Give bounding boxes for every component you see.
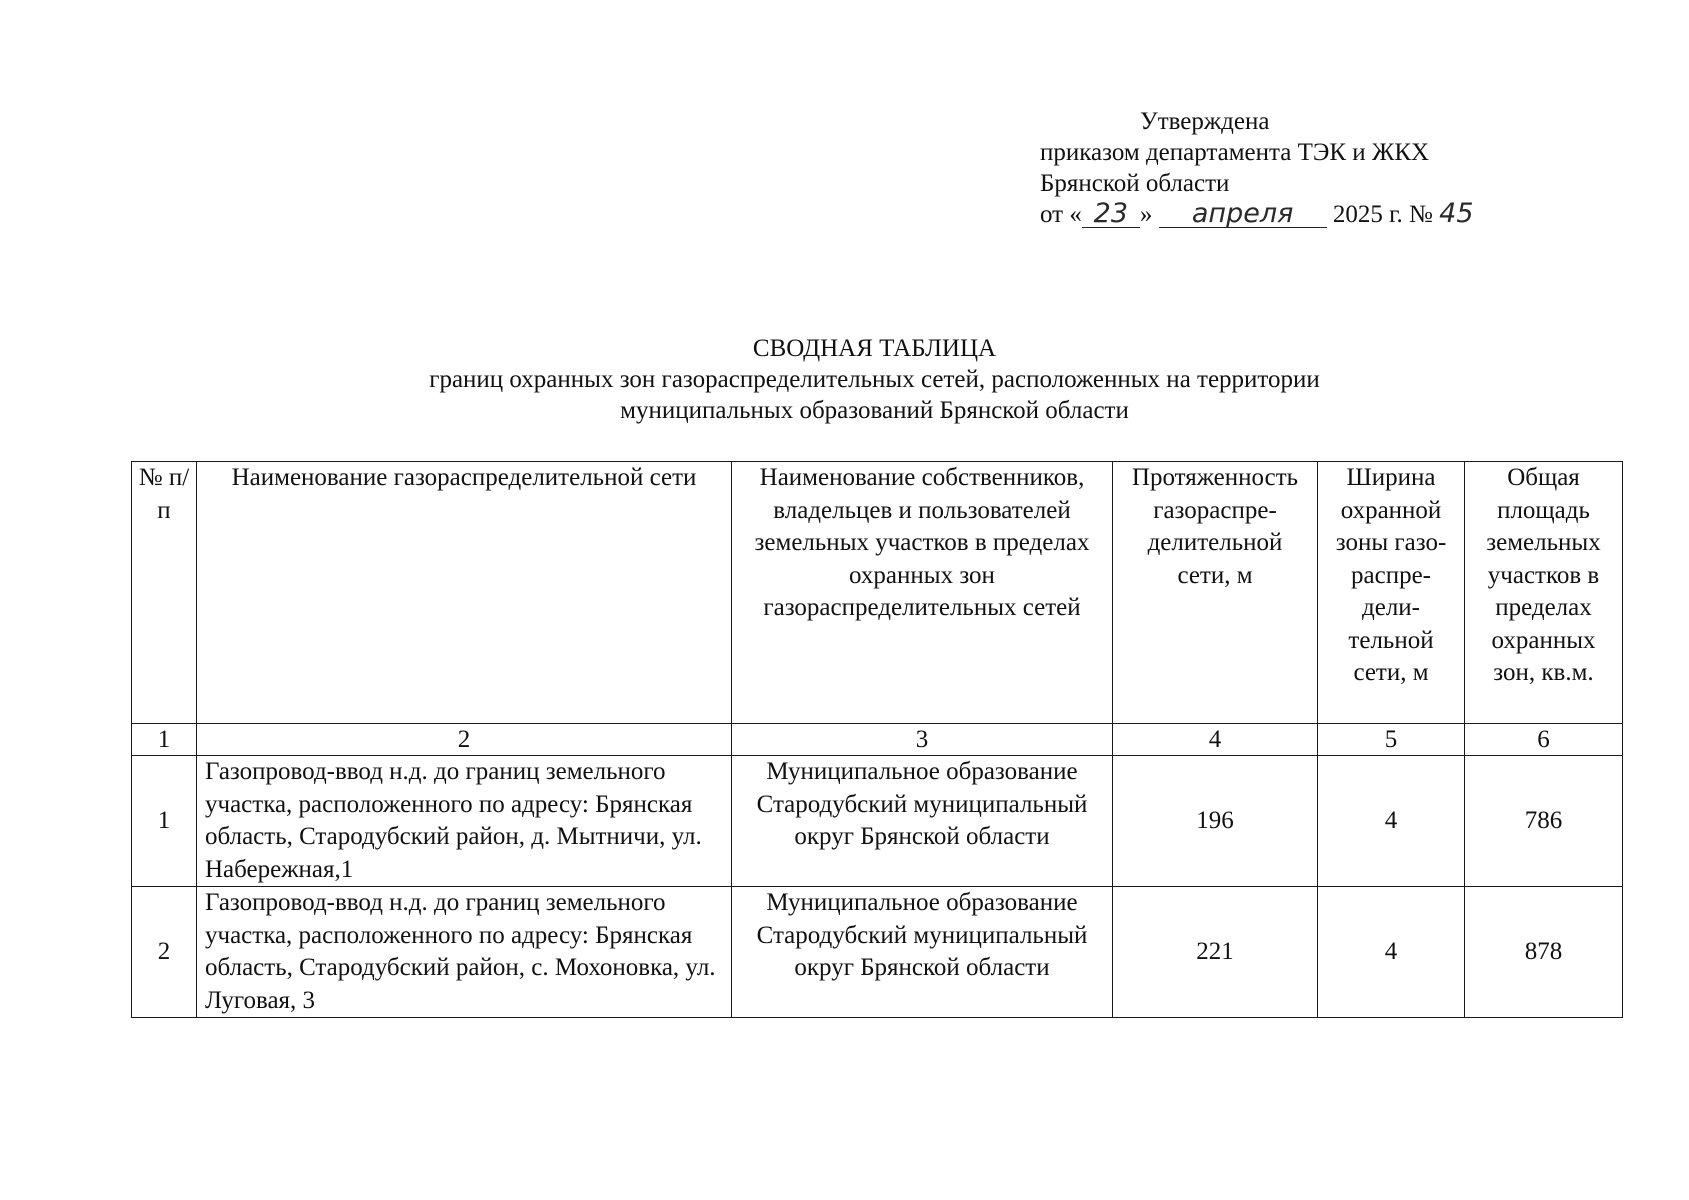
date-day: 23 (1082, 201, 1140, 228)
approval-date-line (1040, 199, 1509, 230)
page-title: СВОДНАЯ ТАБЛИЦА (752, 335, 997, 362)
row-number: 2 (132, 887, 197, 1018)
date-year: 2025 г. (1332, 201, 1403, 228)
network-length: 196 (1113, 756, 1318, 887)
total-area: 786 (1465, 756, 1623, 887)
column-number: 1 (132, 724, 197, 756)
total-area: 878 (1465, 887, 1623, 1018)
column-number: 3 (732, 724, 1113, 756)
table-row (132, 756, 1623, 887)
column-number: 2 (197, 724, 732, 756)
date-mid: » (1139, 201, 1153, 228)
number-sign: № (1409, 201, 1433, 228)
approval-region: Брянской области (1040, 170, 1230, 197)
column-number: 6 (1465, 724, 1623, 756)
column-number-row (132, 724, 1623, 756)
network-name: Газопровод-ввод н.д. до границ земельного участка, расположенного по адресу: Брянская область, Стародубский район, с. Мохоновка, ул. Луговая, 3 (197, 887, 732, 1018)
column-number: 5 (1318, 724, 1465, 756)
date-month: апреля (1159, 201, 1327, 228)
page-subtitle-1: границ охранных зон газораспределительных сетей, расположенных на территории (429, 366, 1320, 393)
page-subtitle-2: муниципальных образований Брянской области (620, 397, 1129, 424)
order-number: 45 (1439, 198, 1474, 229)
header-cell: Общая площадь земельных участков в пределах охранных зон, кв.м. (1465, 462, 1623, 724)
header-cell: Ширина охранной зоны газо-распре-дели-тельной сети, м (1318, 462, 1465, 724)
owner-name: Муниципальное образование Стародубский муниципальный округ Брянской области (732, 756, 1113, 887)
summary-table (131, 461, 1623, 1018)
header-cell: Протяженность газораспре-делительной сети, м (1113, 462, 1318, 724)
zone-width: 4 (1318, 887, 1465, 1018)
header-cell: Наименование собственников, владельцев и пользователей земельных участков в пределах охранных зон газораспределительных сетей (732, 462, 1113, 724)
approval-block (1040, 106, 1509, 230)
table-row (132, 887, 1623, 1018)
approval-order: приказом департамента ТЭК и ЖКХ (1040, 139, 1430, 166)
header-cell: Наименование газораспределительной сети (197, 462, 732, 724)
owner-name: Муниципальное образование Стародубский муниципальный округ Брянской области (732, 887, 1113, 1018)
table-header-row (132, 462, 1623, 724)
zone-width: 4 (1318, 756, 1465, 887)
network-length: 221 (1113, 887, 1318, 1018)
column-number: 4 (1113, 724, 1318, 756)
date-prefix: от « (1040, 201, 1082, 228)
approval-title: Утверждена (1140, 108, 1270, 135)
row-number: 1 (132, 756, 197, 887)
network-name: Газопровод-ввод н.д. до границ земельного участка, расположенного по адресу: Брянская область, Стародубский район, д. Мытничи, ул. Набережная,1 (197, 756, 732, 887)
header-cell: № п/п (132, 462, 197, 724)
